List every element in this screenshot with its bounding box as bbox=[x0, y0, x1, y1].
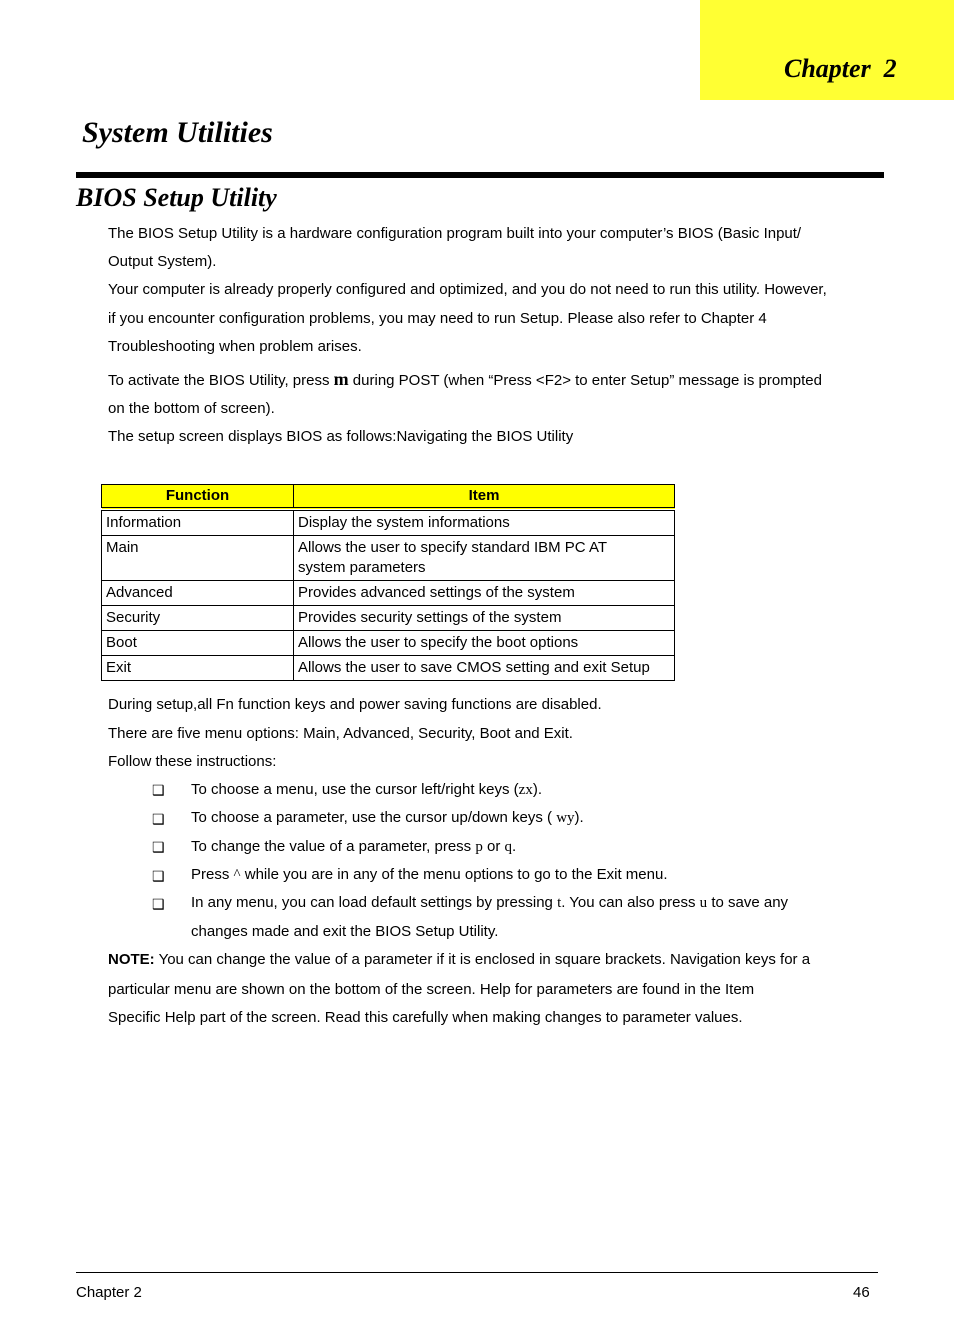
intro-line bbox=[108, 369, 822, 390]
checkbox-bullet-icon: ❑ bbox=[152, 868, 165, 884]
note-text: You can change the value of a parameter if it is enclosed in square brackets. Navigation keys for a bbox=[154, 951, 811, 968]
key-glyph: p bbox=[475, 839, 483, 855]
key-glyph: t bbox=[557, 895, 562, 911]
table-row bbox=[102, 606, 675, 631]
item-cell: Provides advanced settings of the system bbox=[294, 581, 675, 606]
intro-line: on the bottom of screen). bbox=[108, 400, 275, 417]
column-header-function: Function bbox=[102, 485, 294, 510]
item-cell: Provides security settings of the system bbox=[294, 606, 675, 631]
intro-text: To activate the BIOS Utility, press bbox=[108, 372, 334, 389]
instruction-text: . You can also press bbox=[561, 894, 700, 911]
table-row bbox=[102, 656, 675, 681]
instruction-item bbox=[191, 838, 516, 856]
instruction-text: To choose a menu, use the cursor left/right keys ( bbox=[191, 781, 519, 798]
intro-line: The BIOS Setup Utility is a hardware configuration program built into your computer’s BIOS (Basic Input/ bbox=[108, 225, 802, 242]
instruction-text: while you are in any of the menu options to go to the Exit menu. bbox=[240, 866, 668, 883]
note-line: Specific Help part of the screen. Read this carefully when making changes to parameter values. bbox=[108, 1009, 743, 1026]
table-row bbox=[102, 536, 675, 581]
checkbox-bullet-icon: ❑ bbox=[152, 839, 165, 855]
instruction-item bbox=[191, 781, 542, 799]
note-line: particular menu are shown on the bottom of the screen. Help for parameters are found in the Item bbox=[108, 981, 755, 998]
intro-line: Your computer is already properly configured and optimized, and you do not need to run this utility. However, bbox=[108, 281, 827, 298]
body-line: Follow these instructions: bbox=[108, 753, 277, 770]
instruction-text: . bbox=[512, 838, 517, 855]
instruction-text: Press bbox=[191, 866, 234, 883]
intro-line: Troubleshooting when problem arises. bbox=[108, 338, 362, 355]
intro-line: The setup screen displays BIOS as follows:Navigating the BIOS Utility bbox=[108, 428, 574, 445]
function-cell: Information bbox=[102, 509, 294, 536]
item-cell: Allows the user to specify the boot options bbox=[294, 631, 675, 656]
key-glyph: q bbox=[504, 839, 513, 855]
function-cell: Main bbox=[102, 536, 294, 581]
function-table bbox=[101, 484, 675, 681]
intro-line: if you encounter configuration problems, you may need to run Setup. Please also refer to Chapter 4 bbox=[108, 310, 767, 327]
instruction-text: or bbox=[482, 838, 505, 855]
footer-chapter: Chapter 2 bbox=[76, 1284, 142, 1301]
item-cell: Display the system informations bbox=[294, 509, 675, 536]
instruction-item bbox=[191, 866, 667, 884]
function-cell: Boot bbox=[102, 631, 294, 656]
table-row bbox=[102, 509, 675, 536]
note-line bbox=[108, 951, 810, 968]
intro-text: during POST (when “Press <F2> to enter Setup” message is prompted bbox=[348, 372, 822, 389]
note-label: NOTE: bbox=[108, 951, 155, 968]
arrow-keys-glyph: wy bbox=[556, 810, 575, 826]
title-divider bbox=[76, 172, 884, 178]
instruction-text: To choose a parameter, use the cursor up/down keys ( bbox=[191, 809, 557, 826]
footer-divider bbox=[76, 1272, 878, 1273]
instruction-continuation: changes made and exit the BIOS Setup Utility. bbox=[191, 923, 499, 940]
key-glyph: ^ bbox=[233, 867, 241, 883]
table-row bbox=[102, 631, 675, 656]
column-header-item: Item bbox=[294, 485, 675, 510]
chapter-tab-label: Chapter 2 bbox=[784, 54, 897, 83]
checkbox-bullet-icon: ❑ bbox=[152, 782, 165, 798]
item-cell: Allows the user to save CMOS setting and exit Setup bbox=[294, 656, 675, 681]
instruction-text: To change the value of a parameter, press bbox=[191, 838, 476, 855]
page-title: System Utilities bbox=[82, 116, 273, 149]
checkbox-bullet-icon: ❑ bbox=[152, 896, 165, 912]
function-cell: Exit bbox=[102, 656, 294, 681]
item-cell: Allows the user to specify standard IBM PC AT system parameters bbox=[294, 536, 675, 581]
body-line: During setup,all Fn function keys and power saving functions are disabled. bbox=[108, 696, 602, 713]
table-header-row bbox=[102, 485, 675, 510]
instruction-item bbox=[191, 894, 788, 912]
intro-line: Output System). bbox=[108, 253, 217, 270]
chapter-tab bbox=[700, 0, 954, 100]
key-glyph: u bbox=[699, 895, 708, 911]
page-number: 46 bbox=[853, 1284, 870, 1301]
instruction-text: ). bbox=[532, 781, 542, 798]
body-line: There are five menu options: Main, Advanced, Security, Boot and Exit. bbox=[108, 725, 573, 742]
instruction-text: ). bbox=[574, 809, 584, 826]
f2-key-glyph: m bbox=[333, 369, 349, 389]
function-cell: Advanced bbox=[102, 581, 294, 606]
function-cell: Security bbox=[102, 606, 294, 631]
table-row bbox=[102, 581, 675, 606]
instruction-text: In any menu, you can load default settings by pressing bbox=[191, 894, 558, 911]
checkbox-bullet-icon: ❑ bbox=[152, 811, 165, 827]
instruction-text: to save any bbox=[707, 894, 789, 911]
arrow-keys-glyph: zx bbox=[518, 782, 533, 798]
section-heading: BIOS Setup Utility bbox=[76, 183, 277, 212]
instruction-item bbox=[191, 809, 584, 827]
